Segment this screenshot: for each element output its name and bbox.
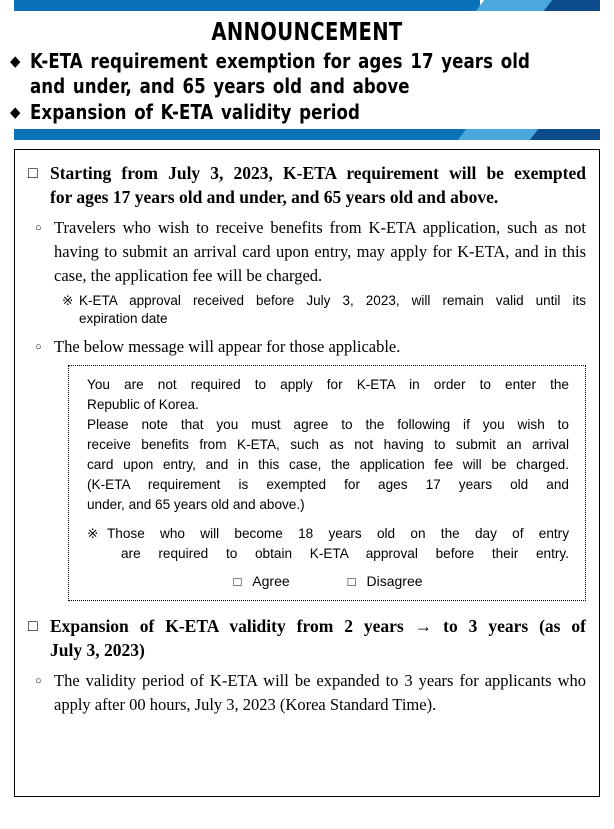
circle-bullet-icon: ○ bbox=[35, 222, 42, 234]
bullet-item-text: The below message will appear for those applicable. bbox=[54, 337, 401, 356]
message-reference-note-line: Those who will become 18 years old on the day of entry bbox=[107, 526, 569, 541]
section-heading bbox=[28, 615, 586, 662]
rule-segment-dark bbox=[544, 0, 600, 11]
checkbox-icon[interactable]: □ bbox=[347, 573, 356, 589]
page-title: ANNOUNCEMENT bbox=[211, 17, 403, 46]
reference-note-text bbox=[79, 292, 586, 328]
message-line: You are not required to apply for K-ETA in order to enter the bbox=[87, 377, 569, 392]
banner-headline-item bbox=[10, 100, 604, 125]
bullet-item bbox=[28, 335, 586, 359]
message-line: Please note that you must agree to the following if you wish to bbox=[87, 417, 569, 432]
message-paragraph bbox=[87, 375, 569, 515]
rule-segment-primary bbox=[14, 129, 474, 140]
checkbox-icon[interactable]: □ bbox=[233, 573, 242, 589]
consent-options bbox=[87, 571, 569, 591]
section-spacer bbox=[28, 601, 586, 615]
diamond-bullet-icon: ◆ bbox=[10, 52, 21, 70]
section-heading-line: for ages 17 years old and under, and 65 years old and above. bbox=[50, 186, 499, 207]
banner-top-rule bbox=[14, 0, 600, 11]
message-preview-box bbox=[68, 365, 586, 601]
bullet-item bbox=[28, 216, 586, 288]
rule-segment-primary bbox=[14, 0, 480, 11]
reference-mark-icon: ※ bbox=[62, 293, 74, 308]
checkbox-icon: □ bbox=[28, 618, 38, 635]
section-heading-text bbox=[50, 615, 586, 662]
reference-mark-icon: ※ bbox=[87, 526, 99, 541]
section-heading-line: July 3, 2023) bbox=[50, 639, 145, 660]
section-heading bbox=[28, 162, 586, 209]
banner-headline-item bbox=[10, 49, 604, 99]
diamond-bullet-icon: ◆ bbox=[10, 103, 21, 121]
consent-option-agree[interactable] bbox=[233, 571, 289, 591]
reference-note-line: expiration date bbox=[79, 311, 168, 326]
message-reference-note-text bbox=[107, 524, 569, 564]
banner-headline-text: Expansion of K-ETA validity period bbox=[30, 100, 360, 124]
checkbox-icon: □ bbox=[28, 165, 38, 182]
message-line: receive benefits from K-ETA, such as not having to submit an arrival bbox=[87, 437, 569, 452]
banner-headline-list bbox=[10, 49, 604, 125]
banner-headline-text: K-ETA requirement exemption for ages 17 years old and under, and 65 years old and above bbox=[30, 49, 530, 98]
message-line: Republic of Korea. bbox=[87, 397, 199, 412]
banner-bottom-rule bbox=[14, 129, 600, 140]
message-line: under, and 65 years old and above.) bbox=[87, 497, 305, 512]
message-reference-note bbox=[87, 524, 569, 564]
section-heading-line: Expansion of K-ETA validity from 2 years → to 3 years (as of bbox=[50, 616, 586, 636]
section-heading-line: Starting from July 3, 2023, K-ETA requirement will be exempted bbox=[50, 163, 586, 183]
bullet-item-text: The validity period of K-ETA will be expanded to 3 years for applicants who apply after 00 hours, July 3, 2023 (Korea Standard Time). bbox=[54, 671, 586, 714]
announcement-banner bbox=[0, 0, 614, 140]
consent-option-label: Disagree bbox=[366, 573, 423, 589]
message-line: (K-ETA requirement is exempted for ages 17 years old and bbox=[87, 477, 569, 492]
message-reference-note-line: are required to obtain K-ETA approval before their entry. bbox=[121, 546, 569, 561]
bullet-item bbox=[28, 669, 586, 717]
announcement-content-box bbox=[14, 149, 600, 797]
message-line: card upon entry, and in this case, the application fee will be charged. bbox=[87, 457, 569, 472]
reference-note-line: K-ETA approval received before July 3, 2023, will remain valid until its bbox=[79, 293, 586, 308]
circle-bullet-icon: ○ bbox=[35, 675, 42, 687]
circle-bullet-icon: ○ bbox=[35, 341, 42, 353]
section-heading-text bbox=[50, 162, 586, 209]
rule-segment-dark bbox=[530, 129, 600, 140]
consent-option-label: Agree bbox=[252, 573, 290, 589]
bullet-item-text: Travelers who wish to receive benefits from K-ETA application, such as not having to submit an arrival card upon entry, may apply for K-ETA, and in this case, the application fee will be charged. bbox=[54, 218, 586, 285]
reference-note bbox=[62, 292, 586, 328]
consent-option-disagree[interactable] bbox=[348, 571, 423, 591]
